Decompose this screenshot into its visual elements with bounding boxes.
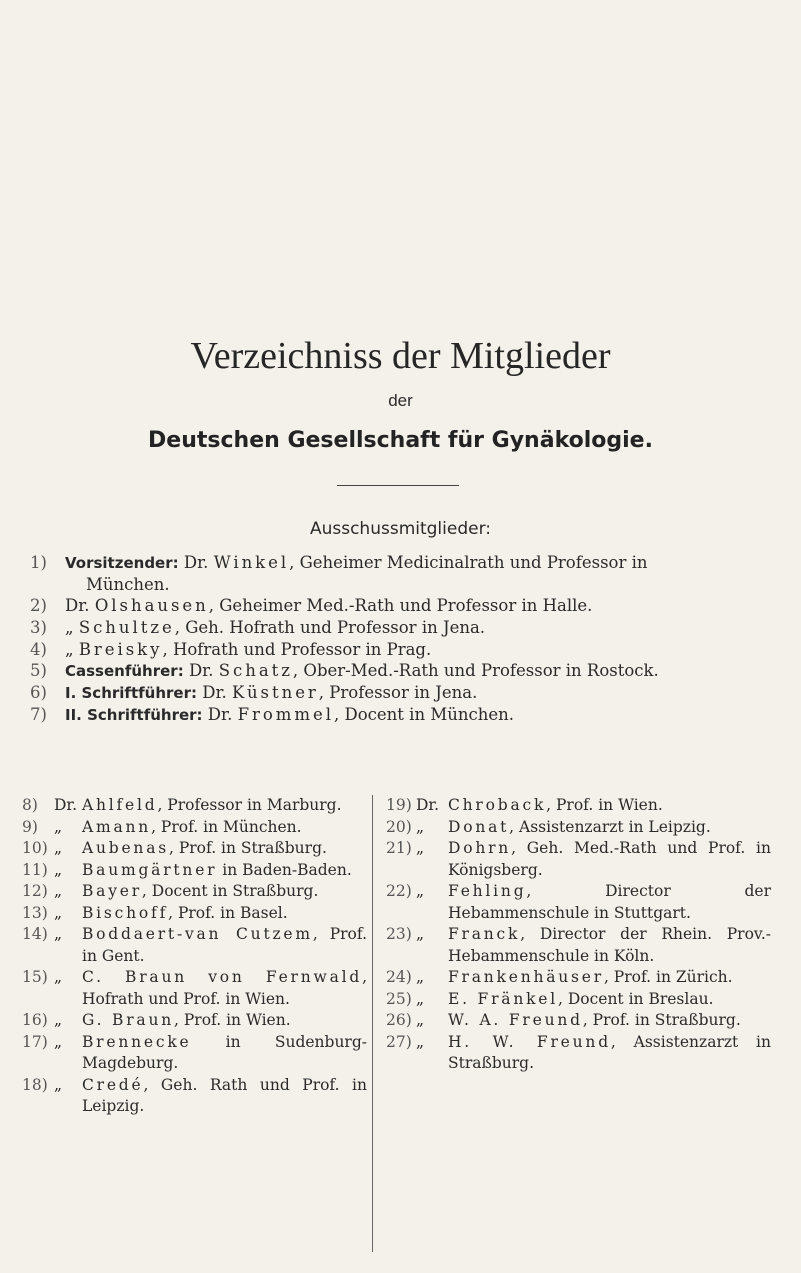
member-title: „ [54,860,63,879]
member-text [82,817,367,839]
member-name: Schatz [218,661,293,681]
member-name: C. Braun von Fernwald [82,968,363,986]
member-title: Dr. [202,683,227,703]
member-entry [386,838,771,881]
entry-number: 17) [22,1032,48,1051]
board-member-row [30,660,775,682]
entry-number: 1) [30,553,47,572]
member-description: , Geheimer Medicinalrath und Professor in [289,553,648,572]
member-description: , Prof. in Gent. [82,925,367,965]
member-description: , Prof. in München. [151,817,302,836]
member-name: Amann [82,817,152,836]
entry-number: 18) [22,1075,48,1094]
board-member-row [30,595,775,617]
member-title: „ [54,817,63,836]
entry-number: 20) [386,817,412,836]
board-role: Vorsitzender: [65,554,179,572]
board-member-row [30,552,775,574]
member-title: „ [416,925,425,943]
member-entry [22,903,367,925]
member-title: Dr. [183,553,209,572]
member-entry [22,967,367,1010]
member-name: Baumgärtner [82,860,218,879]
entry-number: 7) [30,704,47,724]
member-title: „ [65,618,74,638]
member-text [82,1075,367,1118]
member-name: Ahlfeld [82,796,158,814]
member-title: Dr. [54,796,78,814]
member-title: „ [54,1032,63,1051]
board-role: II. Schriftführer: [65,705,203,724]
member-name: Aubenas [82,839,169,857]
member-title: „ [54,903,63,922]
member-entry [386,1032,771,1075]
member-name: Franck [448,925,521,943]
entry-number: 26) [386,1011,412,1029]
member-title: Dr. [65,596,90,616]
member-text [448,817,771,839]
members-right-column [386,795,771,1075]
member-title: Dr. [188,661,214,681]
member-text [448,881,771,924]
member-description-cont: München. [86,574,170,594]
member-text [82,838,367,860]
entry-number: 5) [30,661,47,681]
member-title: „ [54,882,63,900]
member-text [82,881,367,903]
member-name: Chroback [448,796,547,814]
member-title: „ [54,1075,63,1094]
board-member-text [65,552,648,575]
member-description: , Professor in Marburg. [157,796,342,814]
entry-number: 4) [30,639,47,659]
board-member-text [65,617,485,639]
member-entry [22,1010,367,1032]
member-title: Dr. [416,796,440,814]
board-member-continuation [30,574,775,596]
member-description: , Geheimer Med.-Rath und Professor in Halle. [208,596,593,616]
header-divider [337,485,459,486]
member-description: in Baden-Baden. [217,860,352,879]
entry-number: 6) [30,683,47,703]
member-name: E. Fränkel [448,989,558,1008]
entry-number: 2) [30,596,47,616]
member-entry [386,795,771,817]
member-description: , Director der Rhein. Prov.-Hebammenschule in Köln. [448,925,771,965]
member-description: , Assistenzarzt in Leipzig. [509,817,711,836]
member-description: , Assistenzarzt in Straßburg. [448,1032,771,1072]
member-name: Olshausen [94,596,209,616]
entry-number: 27) [386,1032,412,1051]
member-name: Donat [448,817,510,836]
society-name: Deutschen Gesellschaft für Gynäkologie. [148,428,653,453]
member-text [448,989,771,1011]
board-member-text [65,639,431,661]
entry-number: 24) [386,968,412,986]
member-description: , Prof. in Basel. [168,903,288,922]
member-description: , Prof. in Wien. [546,796,663,814]
member-description: , Hofrath und Prof. in Wien. [82,968,367,1008]
member-text [448,1032,771,1075]
entry-number: 10) [22,839,48,857]
member-description: , Prof. in Wien. [174,1011,291,1029]
member-entry [22,795,367,817]
member-description: , Geh. Med.-Rath und Prof. in Königsberg. [448,839,771,879]
entry-number: 13) [22,903,48,922]
member-entry [386,881,771,924]
entry-number: 15) [22,968,48,986]
member-entry [22,838,367,860]
board-member-text [65,595,592,617]
member-title: „ [416,882,425,900]
member-name: Credé [82,1075,144,1094]
board-member-text [65,682,477,705]
member-description: , Docent in Straßburg. [141,882,319,900]
entry-number: 14) [22,925,48,943]
member-name: G. Braun [82,1011,175,1029]
member-name: Dohrn [448,839,512,857]
board-member-row [30,682,775,704]
board-member-text [65,704,514,727]
member-title: „ [54,925,63,943]
member-name: Schultze [78,618,175,638]
entry-number: 12) [22,882,48,900]
member-name: Fehling [448,882,527,900]
column-divider [372,795,373,1252]
member-entry [386,924,771,967]
entry-number: 22) [386,882,412,900]
member-text [448,967,771,989]
member-title: „ [416,968,425,986]
member-text [82,860,367,882]
member-title: „ [416,1011,425,1029]
member-description: , Docent in Breslau. [557,989,714,1008]
member-name: Frankenhäuser [448,968,604,986]
member-title: „ [65,639,74,659]
member-entry [22,817,367,839]
member-text [448,1010,771,1032]
member-title: „ [54,839,63,857]
member-text [448,924,771,967]
member-title: „ [416,989,425,1008]
board-member-row [30,704,775,726]
member-name: Bischoff [82,903,169,922]
board-member-text [65,660,659,683]
member-name: Boddaert-van Cutzem [82,925,313,943]
member-text [82,903,367,925]
section-heading: Ausschussmitglieder: [309,519,492,539]
member-name: Frommel [237,704,335,724]
entry-number: 21) [386,839,412,857]
member-description: , Geh. Rath und Prof. in Leipzig. [82,1075,367,1115]
member-name: H. W. Freund [448,1032,611,1051]
member-description: , Prof. in Straßburg. [582,1011,741,1029]
entry-number: 9) [22,817,38,836]
page-title: Verzeichniss der Mitglieder [190,335,611,377]
member-description: , Ober-Med.-Rath und Professor in Rostock. [292,661,659,681]
member-description: , Prof. in Straßburg. [168,839,327,857]
member-description: , Hofrath und Professor in Prag. [162,639,432,659]
member-title: „ [416,839,425,857]
member-description: , Geh. Hofrath und Professor in Jena. [174,618,486,638]
member-description: , Director der Hebammenschule in Stuttgart. [448,882,771,922]
member-title: „ [54,1011,63,1029]
member-description: , Professor in Jena. [318,683,478,703]
member-description: , Docent in München. [334,704,514,724]
entry-number: 19) [386,796,412,814]
entry-number: 11) [22,860,48,879]
member-entry [386,1010,771,1032]
member-entry [386,967,771,989]
member-name: Breisky [78,639,163,659]
board-member-row [30,639,775,661]
member-entry [22,924,367,967]
member-title: „ [54,968,63,986]
member-entry [386,817,771,839]
member-entry [386,989,771,1011]
member-entry [22,881,367,903]
member-description: in Sudenburg-Magdeburg. [82,1032,367,1072]
entry-number: 25) [386,989,412,1008]
member-entry [22,860,367,882]
member-name: W. A. Freund [448,1011,583,1029]
board-member-row [30,617,775,639]
member-title: „ [416,1032,425,1051]
member-description: , Prof. in Zürich. [603,968,733,986]
member-title: Dr. [207,704,233,724]
member-name: Winkel [213,553,290,572]
member-text [82,967,367,1010]
member-text [448,795,771,817]
member-text [82,795,367,817]
board-role: I. Schriftführer: [65,684,197,703]
member-entry [22,1075,367,1118]
member-title: „ [416,817,425,836]
members-left-column [22,795,367,1118]
member-name: Bayer [82,882,142,900]
board-list [30,552,775,726]
member-text [82,1032,367,1075]
member-text [82,924,367,967]
member-text [82,1010,367,1032]
member-text [448,838,771,881]
member-entry [22,1032,367,1075]
entry-number: 3) [30,618,47,638]
member-name: Küstner [232,683,319,703]
member-name: Brennecke [82,1032,192,1051]
entry-number: 8) [22,796,38,814]
board-role: Cassenführer: [65,662,184,681]
entry-number: 23) [386,925,412,943]
subtitle-der: der [388,391,413,410]
entry-number: 16) [22,1011,48,1029]
